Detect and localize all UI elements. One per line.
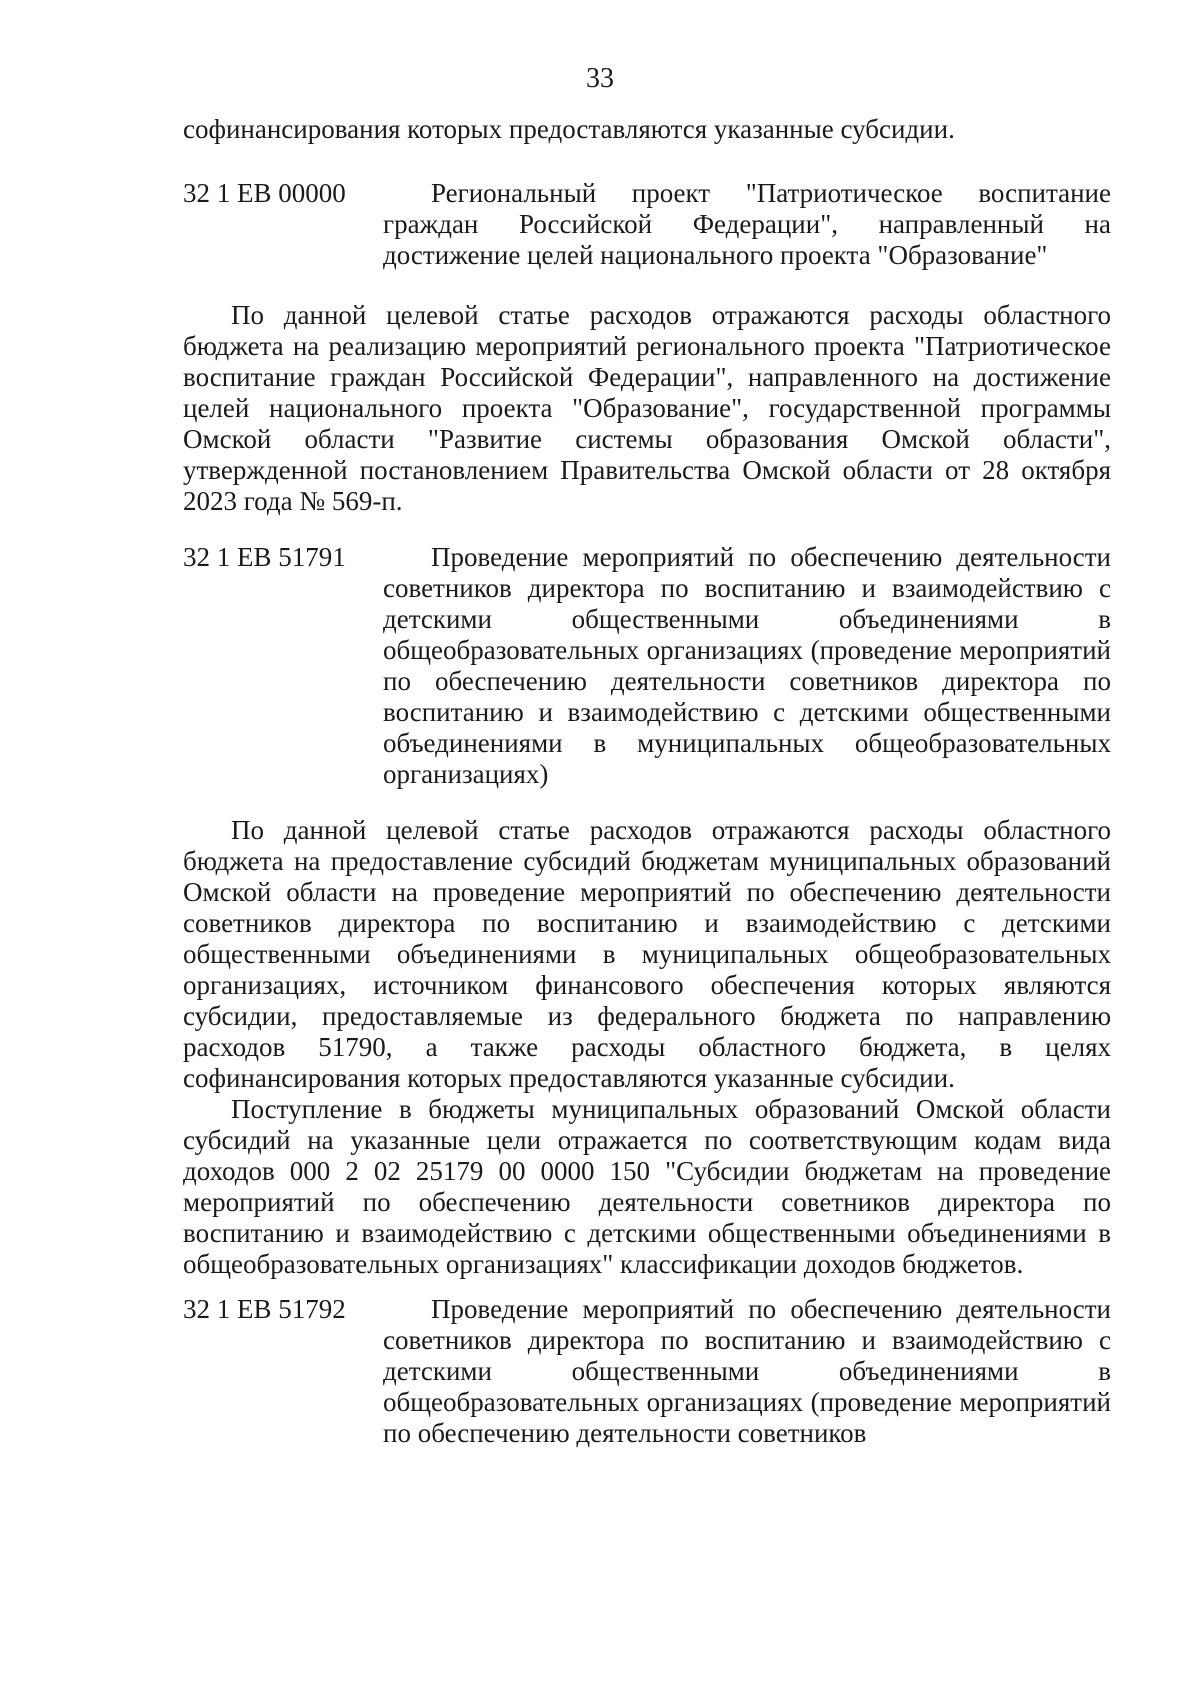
entry-2-description [183, 815, 1111, 1280]
budget-entry-32-1-eb-51791 [183, 542, 1111, 790]
budget-entry-32-1-eb-00000 [183, 178, 1111, 271]
entry-title: Проведение мероприятий по обеспечению деятельности советников директора по воспитанию и взаимодействию с детскими общественными объединениями в общеобразовательных организациях (проведение мероприятий по обеспечению деятельности советников [383, 1294, 1111, 1448]
entry-1-description [183, 300, 1111, 517]
paragraph: Поступление в бюджеты муниципальных образований Омской области субсидий на указанные цели отражается по соответствующим кодам вида доходов 000 2 02 25179 00 0000 150 "Субсидии бюджетам на проведение мероприятий по обеспечению деятельности советников директора по воспитанию и взаимодействию с детскими общественными объединениями в общеобразовательных организациях" классификации доходов бюджетов. [183, 1094, 1111, 1279]
page-number: 33 [586, 63, 614, 94]
paragraph: По данной целевой статье расходов отражаются расходы областного бюджета на предоставление субсидий бюджетам муниципальных образований Омской области на проведение мероприятий по обеспечению деятельности советников директора по воспитанию и взаимодействию с детскими общественными объединениями в муниципальных общеобразовательных организациях, источником финансового обеспечения которых являются субсидии, предоставляемые из федерального бюджета по направлению расходов 51790, а также расходы областного бюджета, в целях софинансирования которых предоставляются указанные субсидии. [183, 815, 1111, 1093]
intro-text-block [183, 114, 1111, 145]
entry-code: 32 1 ЕВ 51791 [183, 542, 346, 572]
entry-title: Региональный проект "Патриотическое воспитание граждан Российской Федерации", направленный на достижение целей национального проекта "Образование" [383, 178, 1111, 270]
entry-code: 32 1 ЕВ 00000 [183, 178, 346, 208]
budget-entry-32-1-eb-51792 [183, 1294, 1111, 1449]
paragraph: По данной целевой статье расходов отражаются расходы областного бюджета на реализацию мероприятий регионального проекта "Патриотическое воспитание граждан Российской Федерации", направленного на достижение целей национального проекта "Образование", государственной программы Омской области "Развитие системы образования Омской области", утвержденной постановлением Правительства Омской области от 28 октября 2023 года № 569-п. [183, 300, 1111, 516]
entry-code: 32 1 ЕВ 51792 [183, 1294, 346, 1324]
intro-paragraph: софинансирования которых предоставляются указанные субсидии. [183, 114, 955, 144]
entry-title: Проведение мероприятий по обеспечению деятельности советников директора по воспитанию и взаимодействию с детскими общественными объединениями в общеобразовательных организациях (проведение мероприятий по обеспечению деятельности советников директора по воспитанию и взаимодействию с детскими общественными объединениями в муниципальных общеобразовательных организациях) [383, 542, 1111, 789]
